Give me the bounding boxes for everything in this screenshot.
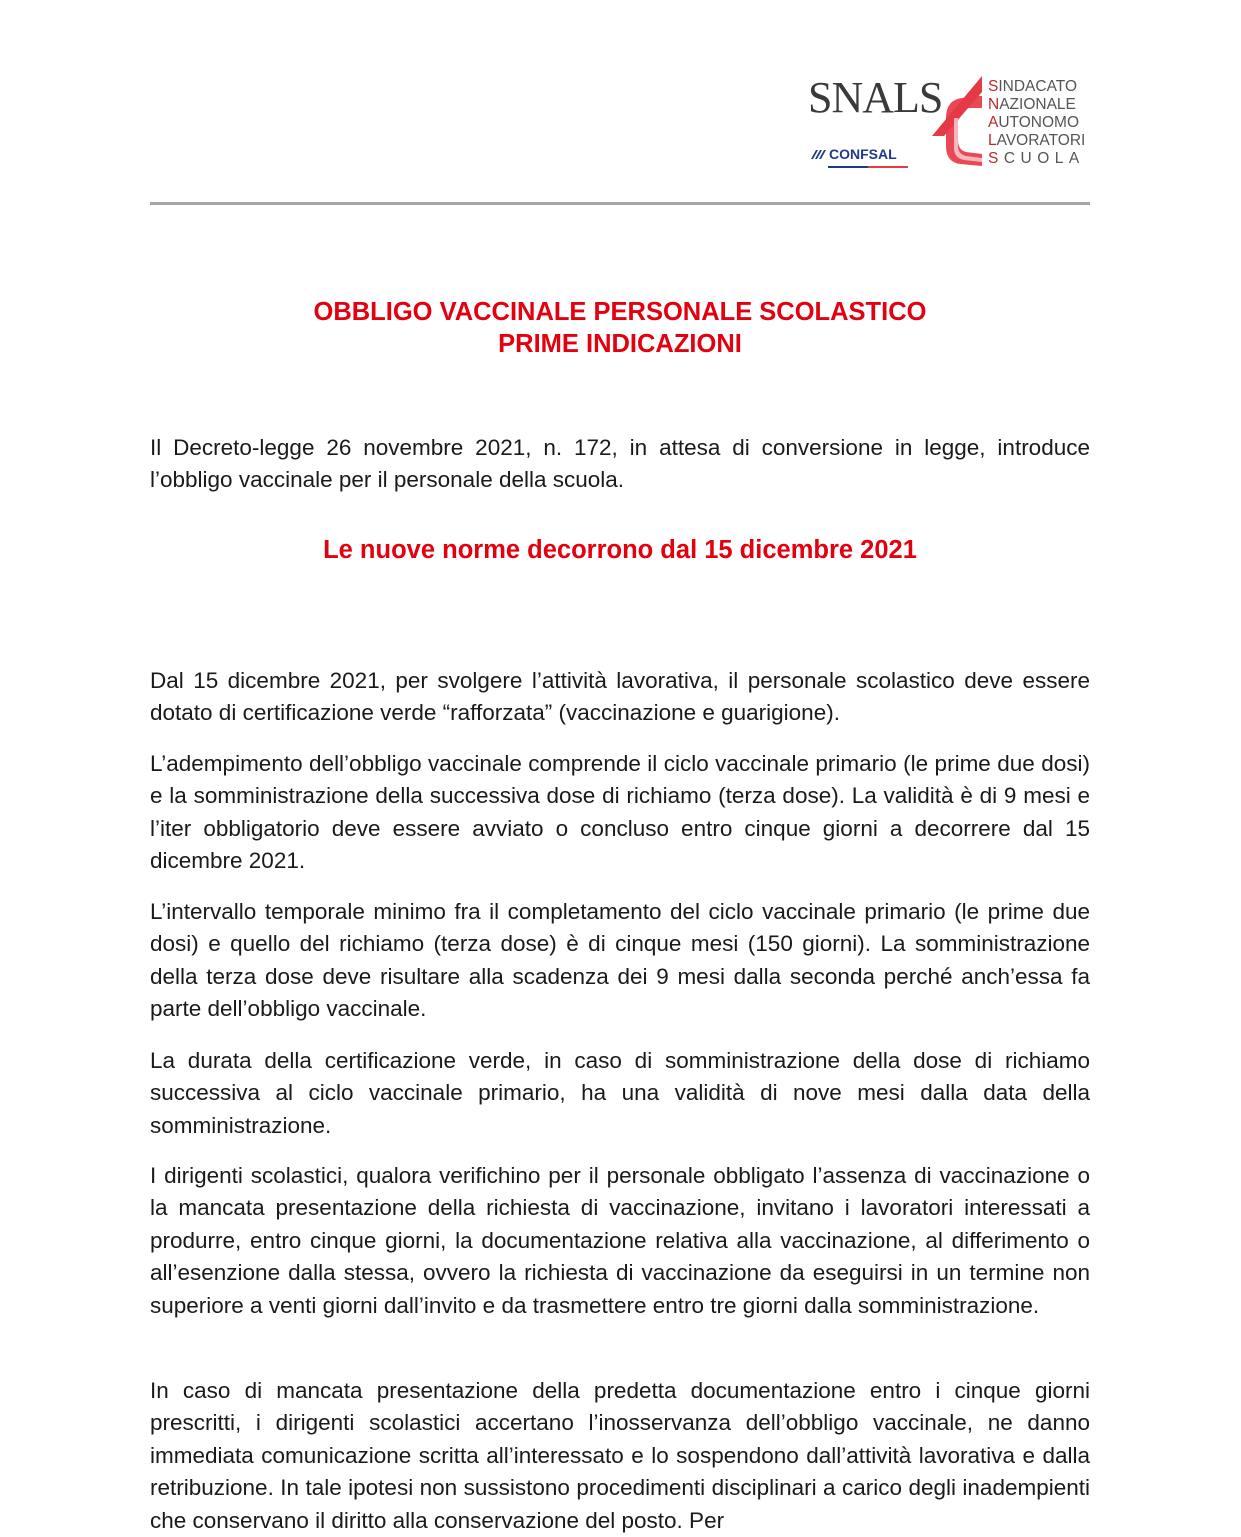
confsal-underline xyxy=(828,166,908,168)
document-title xyxy=(150,296,1090,360)
logo-word: SCUOLA xyxy=(988,150,1085,168)
title-line-2: PRIME INDICAZIONI xyxy=(150,328,1090,360)
body-paragraph: La durata della certificazione verde, in caso di somministrazione della dose di richiamo successiva al ciclo vaccinale primario, ha una validità di nove mesi dalla data della somministrazione. xyxy=(150,1045,1090,1143)
snals-logo xyxy=(806,74,1096,174)
logo-word: NAZIONALE xyxy=(988,96,1085,114)
logo-word: LAVORATORI xyxy=(988,132,1085,150)
confsal-mark-icon xyxy=(810,148,826,160)
confsal-badge xyxy=(810,146,897,162)
logo-snals-text: SNALS xyxy=(808,76,942,120)
header-divider xyxy=(150,202,1090,205)
logo-acronym-words xyxy=(988,78,1085,168)
body-paragraph: In caso di mancata presentazione della predetta documentazione entro i cinque giorni prescritti, i dirigenti scolastici accertano l’inosservanza dell’obbligo vaccinale, ne danno immediata comunicazione scritta all’interessato e lo sospendono dall’attività lavorativa e dalla retribuzione. In tale ipotesi non sussistono procedimenti disciplinari a carico degli inadempienti che conservano il diritto alla conservazione del posto. Per xyxy=(150,1375,1090,1537)
confsal-label: CONFSAL xyxy=(829,146,897,162)
logo-word: SINDACATO xyxy=(988,78,1085,96)
intro-paragraph: Il Decreto-legge 26 novembre 2021, n. 172, in attesa di conversione in legge, introduce l’obbligo vaccinale per il personale della scuola. xyxy=(150,432,1090,497)
title-line-1: OBBLIGO VACCINALE PERSONALE SCOLASTICO xyxy=(150,296,1090,328)
body-paragraph: I dirigenti scolastici, qualora verifichino per il personale obbligato l’assenza di vaccinazione o la mancata presentazione della richiesta di vaccinazione, invitano i lavoratori interessati a produrre, entro cinque giorni, la documentazione relativa alla vaccinazione, al differimento o all’esenzione dalla stessa, ovvero la richiesta di vaccinazione da eseguirsi in un termine non superiore a venti giorni dall’invito e da trasmettere entro tre giorni dalla somministrazione. xyxy=(150,1160,1090,1323)
body-paragraph: L’adempimento dell’obbligo vaccinale comprende il ciclo vaccinale primario (le prime due dosi) e la somministrazione della successiva dose di richiamo (terza dose). La validità è di 9 mesi e l’iter obbligatorio deve essere avviato o concluso entro cinque giorni a decorrere dal 15 dicembre 2021. xyxy=(150,748,1090,878)
logo-word: AUTONOMO xyxy=(988,114,1085,132)
section-subtitle: Le nuove norme decorrono dal 15 dicembre 2021 xyxy=(150,534,1090,566)
body-paragraph: L’intervallo temporale minimo fra il completamento del ciclo vaccinale primario (le prime due dosi) e quello del richiamo (terza dose) è di cinque mesi (150 giorni). La somministrazione della terza dose deve risultare alla scadenza dei 9 mesi dalla seconda perché anch’essa fa parte dell’obbligo vaccinale. xyxy=(150,896,1090,1026)
body-paragraph: Dal 15 dicembre 2021, per svolgere l’attività lavorativa, il personale scolastico deve essere dotato di certificazione verde “rafforzata” (vaccinazione e guarigione). xyxy=(150,665,1090,730)
